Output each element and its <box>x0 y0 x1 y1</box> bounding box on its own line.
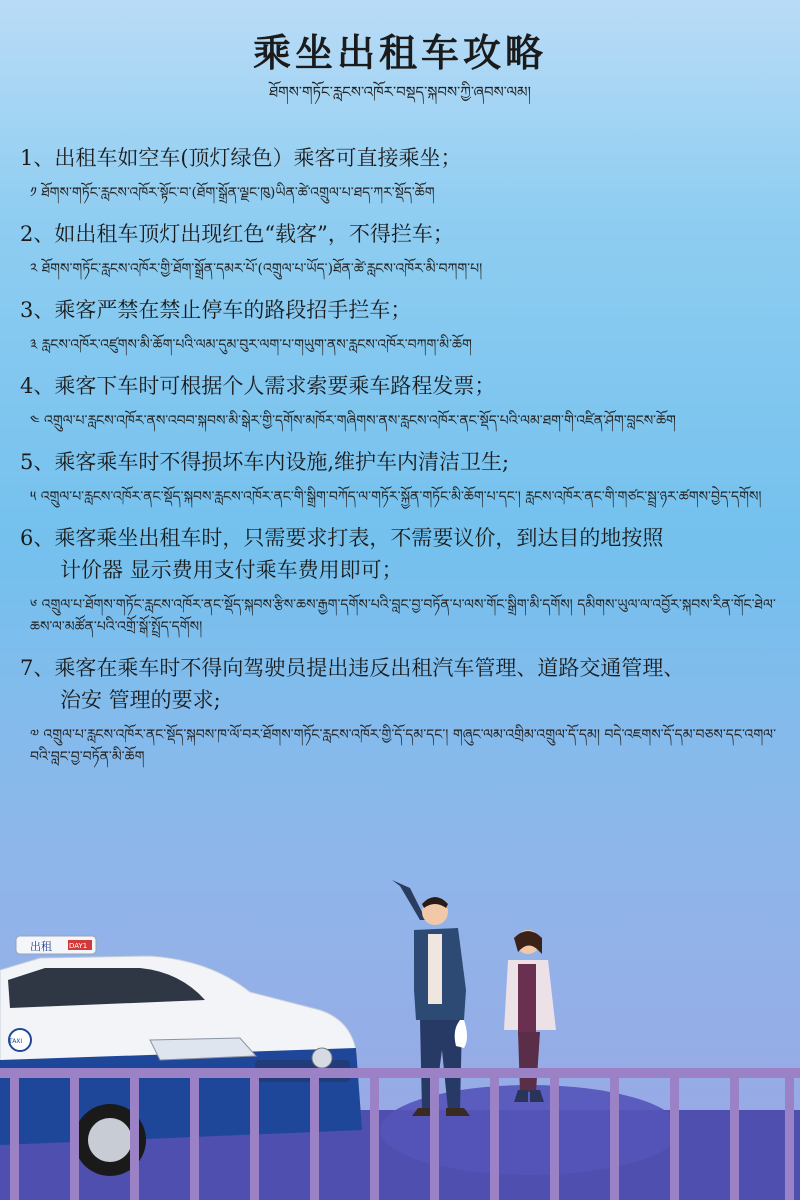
rule-1-chinese: 1、出租车如空车(顶灯绿色）乘客可直接乘坐； <box>20 146 462 170</box>
fence-top-rail <box>0 1068 800 1078</box>
rule-2-chinese: 2、如出租车顶灯出现红色“载客”，不得拦车； <box>20 222 454 246</box>
rules-list <box>20 142 790 782</box>
page-title: 乘坐出租车攻略 <box>252 30 547 75</box>
rule-6-chinese-cont: 计价器 显示费用支付乘车费用即可； <box>60 558 403 582</box>
rule-6-chinese: 6、乘客乘坐出租车时，只需要求打表，不需要议价，到达目的地按照 <box>20 526 664 550</box>
rule-2 <box>20 218 790 280</box>
rule-7-chinese: 7、乘客在乘车时不得向驾驶员提出违反出租汽车管理、道路交通管理、 <box>20 656 685 680</box>
taxi-door-emblem-text: TAXI <box>9 1038 23 1045</box>
fence-posts <box>10 1068 794 1200</box>
illustration-scene <box>0 870 800 1200</box>
rule-7-chinese-cont: 治安 管理的要求; <box>60 688 221 712</box>
taxi-headlight <box>150 1038 256 1060</box>
rule-4-chinese: 4、乘客下车时可根据个人需求索要乘车路程发票； <box>20 374 496 398</box>
rule-1-tibetan: ༡ ཐོགས་གཏོང་རླངས་འཁོར་སྟོང་བ་(ཐོག་སྒྲོན་ལྗང་ཁུ)ཡིན་ཚེ་འགྲུལ་པ་ཐད་ཀར་སྡོད་ཆོག <box>30 185 435 201</box>
rule-1 <box>20 142 790 204</box>
page-subtitle-tibetan: ཐོགས་གཏོང་རླངས་འཁོར་བསྡད་སྐབས་ཀྱི་ཞབས་ལམ། <box>269 83 531 101</box>
rule-7 <box>20 652 790 768</box>
rule-6-tibetan: ༦ འགྲུལ་པ་ཐོགས་གཏོང་རླངས་འཁོར་ནང་སྡོད་སྐབས་རྩིས་ཆས་རྒྱག་དགོས་པའི་བླང་བྱ་བཏོན་པ་ལས་གོང་སྒྲིག་མི་དགོས། དམིགས་ཡུལ་ལ་འབྱོར་སྐབས་རིན་གོང་ཐེལ་ཆས་ལ་མཚོན་པའི་འགྲོ་སྒོ་སྤྲོད་དགོས། <box>30 597 776 635</box>
rule-3 <box>20 294 790 356</box>
taxi-roof-sign-text: 出租 <box>30 940 52 953</box>
rule-4-tibetan: ༤ འགྲུལ་པ་རླངས་འཁོར་ནས་འབབ་སྐབས་མི་སྒེར་གྱི་དགོས་མཁོར་གཞིགས་ནས་རླངས་འཁོར་ནང་སྡོད་པའི་ལམ་ཐག་གི་འཛིན་ཤོག་བླངས་ཆོག <box>30 413 676 429</box>
taxi-roof-tag-text: DAY1 <box>69 942 88 950</box>
rule-4 <box>20 370 790 432</box>
rule-5 <box>20 446 790 508</box>
rule-5-chinese: 5、乘客乘车时不得损坏车内设施,维护车内清洁卫生; <box>20 450 510 474</box>
fence-railing <box>0 1060 800 1200</box>
rule-5-tibetan: ༥ འགྲུལ་པ་རླངས་འཁོར་ནང་སྡོད་སྐབས་རླངས་འཁོར་ནང་གི་སྒྲིག་བཀོད་ལ་གཏོར་སྐྱོན་གཏོང་མི་ཆོག་པ་དང་། རླངས་འཁོར་ནང་གི་གཙང་སྦྲ་ཉར་ཚགས་བྱེད་དགོས། <box>30 489 762 505</box>
rule-6 <box>20 522 790 638</box>
rule-2-tibetan: ༢ ཐོགས་གཏོང་རླངས་འཁོར་གྱི་ཐོག་སྒྲོན་དམར་པོ་(འགྲུལ་པ་ཡོད་)ཐོན་ཚེ་རླངས་འཁོར་མི་བཀག་པ། <box>30 261 483 277</box>
rule-3-tibetan: ༣ རླངས་འཁོར་འཛུགས་མི་ཆོག་པའི་ལམ་དུམ་བུར་ལག་པ་གཡུག་ནས་རླངས་འཁོར་བཀག་མི་ཆོག <box>30 337 472 353</box>
rule-7-tibetan: ༧ འགྲུལ་པ་རླངས་འཁོར་ནང་སྡོད་སྐབས་ཁ་ལོ་བར་ཐོགས་གཏོང་རླངས་འཁོར་གྱི་དོ་དམ་དང་། གཞུང་ལམ་འགྲིམ་འགྲུལ་དོ་དམ། བདེ་འཇགས་དོ་དམ་བཅས་དང་འགལ་བའི་བླང་བྱ་བཏོན་མི་ཆོག <box>30 727 777 765</box>
rule-3-chinese: 3、乘客严禁在禁止停车的路段招手拦车； <box>20 298 412 322</box>
